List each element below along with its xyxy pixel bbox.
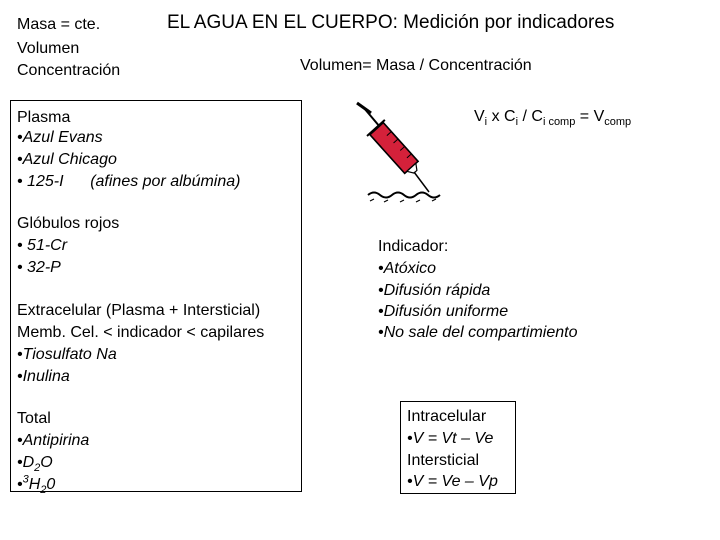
intersticial-item: •V = Ve – Vp bbox=[407, 473, 498, 490]
indicador-item-3: •Difusión uniforme bbox=[378, 303, 509, 320]
page-subtitle: Volumen= Masa / Concentración bbox=[300, 57, 532, 74]
page-title: EL AGUA EN EL CUERPO: Medición por indicadores bbox=[167, 12, 615, 33]
globulos-heading: Glóbulos rojos bbox=[17, 215, 120, 232]
extracelular-item-2: •Inulina bbox=[17, 368, 70, 385]
globulos-item-2: • 32-P bbox=[17, 259, 61, 276]
total-item-h2o: $•^3H_20$ bbox=[17, 473, 56, 497]
formula-line-2: Volumen bbox=[17, 40, 80, 57]
extracelular-heading: Extracelular (Plasma + Intersticial) bbox=[17, 302, 261, 319]
extracelular-item-1: •Tiosulfato Na bbox=[17, 346, 117, 363]
indicador-item-4: •No sale del compartimiento bbox=[378, 324, 578, 341]
total-item-1: •Antipirina bbox=[17, 432, 90, 449]
plasma-item-1: •Azul Evans bbox=[17, 129, 103, 146]
plasma-heading: Plasma bbox=[17, 109, 71, 126]
intersticial-heading: Intersticial bbox=[407, 452, 480, 469]
total-heading: Total bbox=[17, 410, 51, 427]
volume-equation: $V_i$ x $C_i / C_{i comp} = V_{comp}$ bbox=[474, 108, 632, 129]
total-item-d2o: $•D_2O$ bbox=[17, 454, 53, 475]
formula-line-1: Masa = cte. bbox=[17, 16, 101, 33]
intracelular-heading: Intracelular bbox=[407, 408, 487, 425]
extracelular-line2: Memb. Cel. < indicador < capilares bbox=[17, 324, 265, 341]
syringe-icon bbox=[350, 95, 450, 210]
formula-line-3: Concentración bbox=[17, 62, 121, 79]
indicador-item-2: •Difusión rápida bbox=[378, 282, 491, 299]
indicador-item-1: •Atóxico bbox=[378, 260, 437, 277]
plasma-item-2: •Azul Chicago bbox=[17, 151, 117, 168]
globulos-item-1: • 51-Cr bbox=[17, 237, 68, 254]
plasma-item-3: • 125-I (afines por albúmina) bbox=[17, 173, 241, 190]
indicador-heading: Indicador: bbox=[378, 238, 449, 255]
intracelular-item: •V = Vt – Ve bbox=[407, 430, 494, 447]
